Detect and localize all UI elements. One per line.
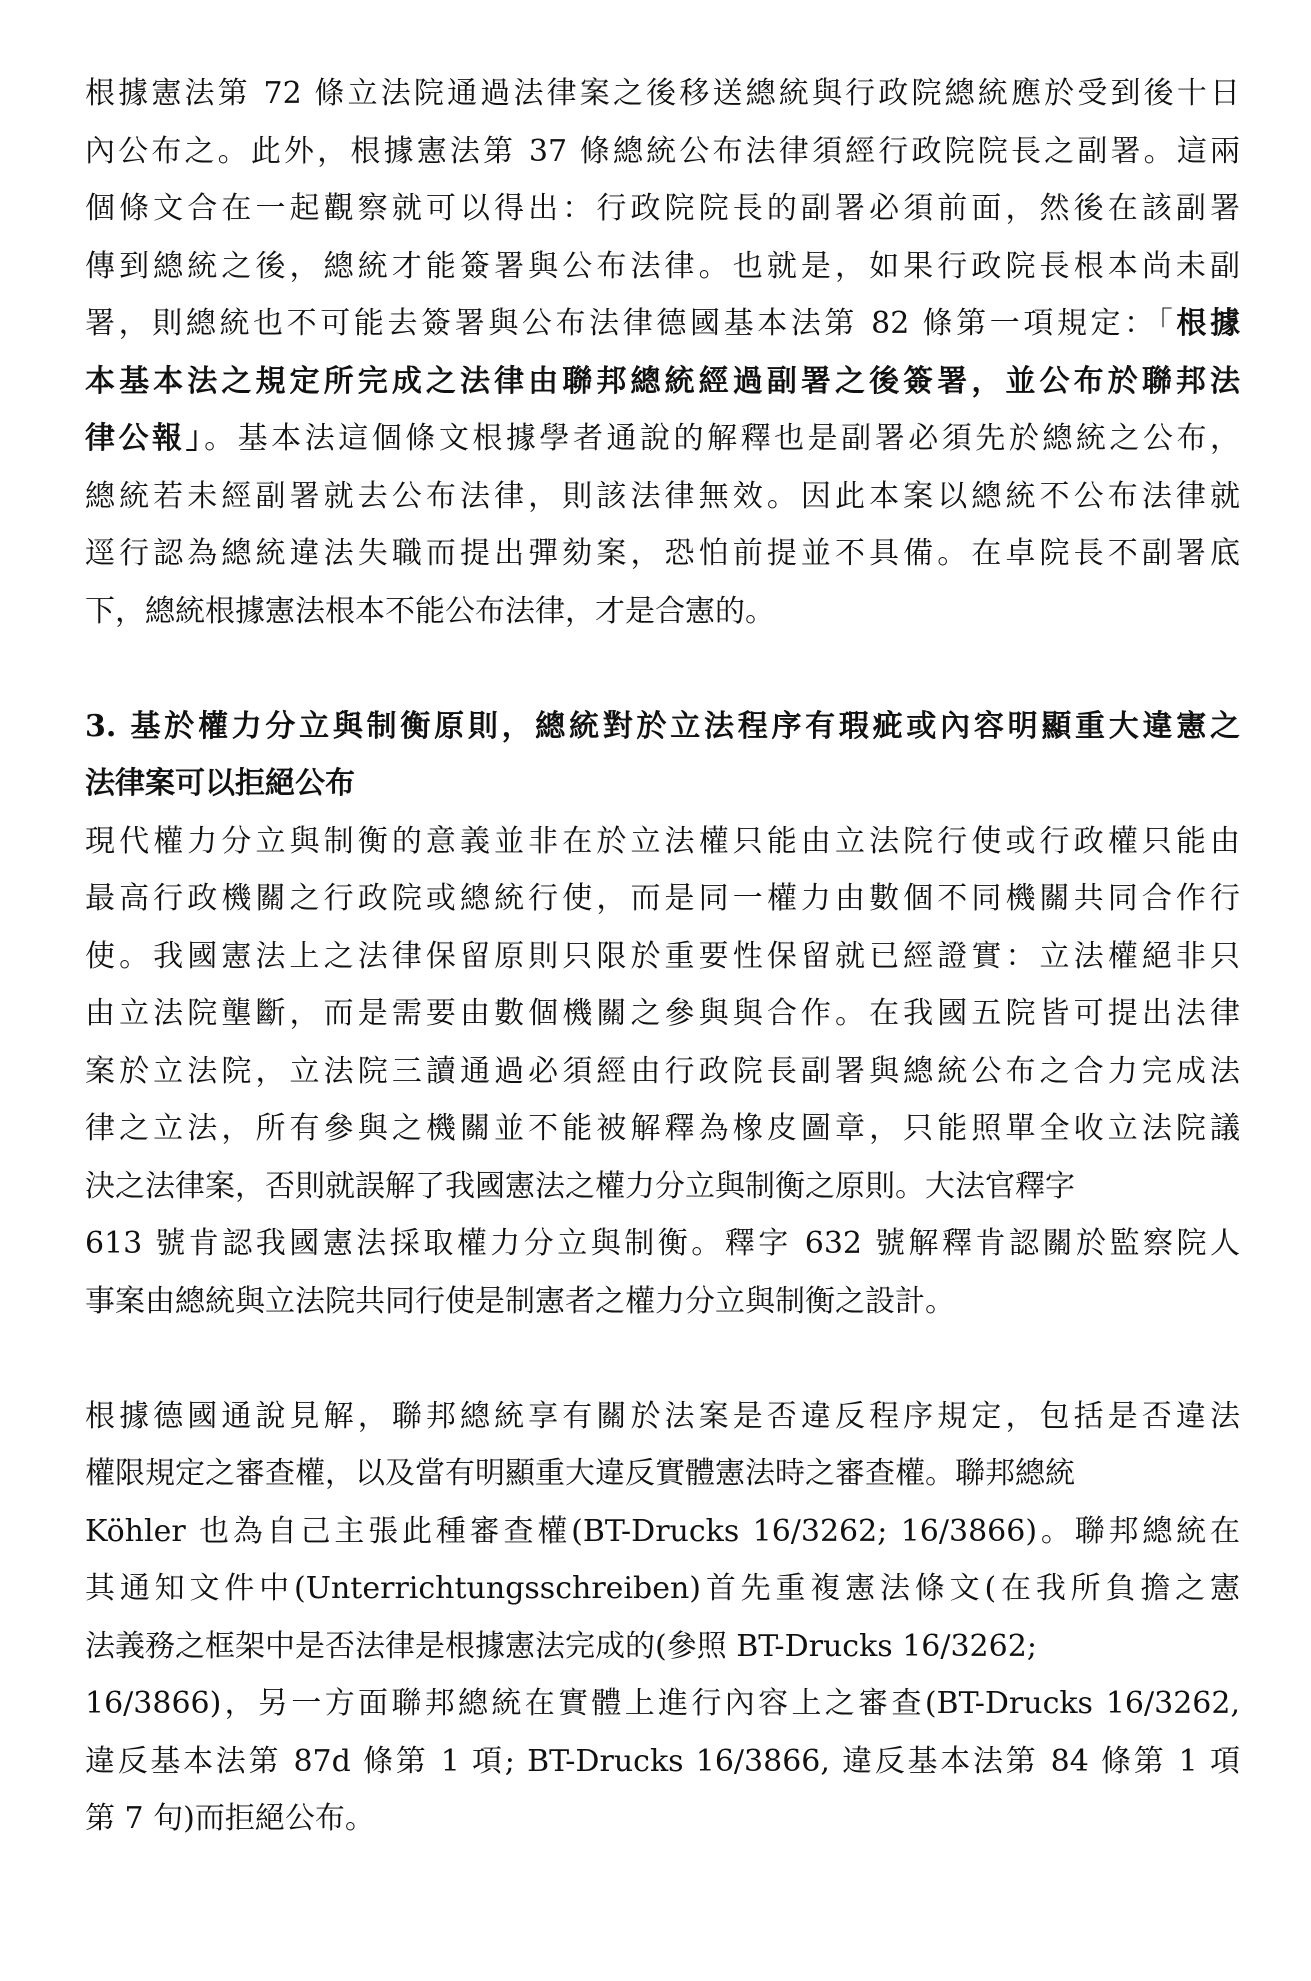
text-line xyxy=(85,468,1240,526)
paragraph-spacer xyxy=(85,1330,1240,1388)
text-line xyxy=(85,1043,1240,1101)
text-line xyxy=(85,870,1240,928)
para-1 xyxy=(85,65,1240,640)
text-segment: 總統若未經副署就去公布法律，則該法律無效。因此本案以總統不公布法律就 xyxy=(85,478,1240,514)
text-segment: 傳到總統之後，總統才能簽署與公布法律。也就是，如果行政院長根本尚未副 xyxy=(85,248,1240,284)
text-line xyxy=(85,410,1240,468)
text-line xyxy=(85,985,1240,1043)
text-segment: 內公布之。此外，根據憲法第 37 條總統公布法律須經行政院院長之副署。這兩 xyxy=(85,133,1240,169)
text-segment: 第 7 句)而拒絕公布。 xyxy=(85,1801,375,1836)
text-line xyxy=(85,1158,1240,1216)
text-line xyxy=(85,1445,1240,1503)
text-line xyxy=(85,180,1240,238)
text-segment: 律之立法，所有參與之機關並不能被解釋為橡皮圖章，只能照單全收立法院議 xyxy=(85,1111,1240,1146)
text-segment: Köhler 也為自己主張此種審查權(BT-Drucks 16/3262; 16/3866)。聯邦總統在 xyxy=(85,1513,1240,1549)
text-segment: 決之法律案，否則就誤解了我國憲法之權力分立與制衡之原則。大法官釋字 xyxy=(85,1168,1075,1204)
text-segment: 法律案可以拒絕公布 xyxy=(85,766,355,801)
text-segment: 署，則總統也不可能去簽署與公布法律德國基本法第 82 條第一項規定：「 xyxy=(85,306,1177,341)
document-page xyxy=(85,65,1240,1848)
bold-quote-text: 律公報」 xyxy=(85,421,205,456)
text-segment: 違反基本法第 87d 條第 1 項; BT-Drucks 16/3866, 違反基本法第 84 條第 1 項 xyxy=(85,1743,1240,1779)
text-segment: 。基本法這個條文根據學者通說的解釋也是副署必須先於總統之公布， xyxy=(204,421,1241,456)
text-segment: 案於立法院，立法院三讀通過必須經由行政院長副署與總統公布之合力完成法 xyxy=(85,1053,1240,1089)
text-line xyxy=(85,1503,1240,1561)
text-segment: 最高行政機關之行政院或總統行使，而是同一權力由數個不同機關共同合作行 xyxy=(85,881,1240,916)
text-line xyxy=(85,1560,1240,1618)
text-line xyxy=(85,65,1240,123)
text-line xyxy=(85,295,1240,353)
text-line xyxy=(85,238,1240,296)
text-line xyxy=(85,1790,1240,1848)
text-segment: 使。我國憲法上之法律保留原則只限於重要性保留就已經證實：立法權絕非只 xyxy=(85,938,1240,974)
heading-line xyxy=(85,755,1240,813)
text-line xyxy=(85,928,1240,986)
bold-quote-text: 本基本法之規定所完成之法律由聯邦總統經過副署之後簽署，並公布於聯邦法 xyxy=(85,363,1240,399)
text-segment: 其通知文件中(Unterrichtungsschreiben)首先重複憲法條文(在我所負擔之憲 xyxy=(85,1571,1240,1606)
text-segment: 權限規定之審查權，以及當有明顯重大違反實體憲法時之審查權。聯邦總統 xyxy=(85,1456,1075,1491)
text-segment: 3. 基於權力分立與制衡原則，總統對於立法程序有瑕疵或內容明顯重大違憲之 xyxy=(85,708,1240,744)
text-segment: 由立法院壟斷，而是需要由數個機關之參與與合作。在我國五院皆可提出法律 xyxy=(85,996,1240,1031)
text-segment: 法義務之框架中是否法律是根據憲法完成的(參照 BT-Drucks 16/3262; xyxy=(85,1628,1037,1664)
bold-quote-text: 根據 xyxy=(1176,306,1241,341)
text-segment: 根據德國通說見解，聯邦總統享有關於法案是否違反程序規定，包括是否違法 xyxy=(85,1398,1240,1434)
text-line xyxy=(85,1388,1240,1446)
text-segment: 613 號肯認我國憲法採取權力分立與制衡。釋字 632 號解釋肯認關於監察院人 xyxy=(85,1226,1240,1261)
text-line xyxy=(85,813,1240,871)
text-segment: 下，總統根據憲法根本不能公布法律，才是合憲的。 xyxy=(85,593,775,629)
section-3-heading xyxy=(85,698,1240,813)
paragraph-spacer xyxy=(85,640,1240,698)
text-line xyxy=(85,1100,1240,1158)
text-line xyxy=(85,1733,1240,1791)
text-line xyxy=(85,1618,1240,1676)
text-segment: 逕行認為總統違法失職而提出彈劾案，恐怕前提並不具備。在卓院長不副署底 xyxy=(85,536,1240,571)
text-line xyxy=(85,1273,1240,1331)
text-segment: 根據憲法第 72 條立法院通過法律案之後移送總統與行政院總統應於受到後十日 xyxy=(85,76,1240,111)
text-segment: 個條文合在一起觀察就可以得出：行政院院長的副署必須前面，然後在該副署 xyxy=(85,191,1240,226)
text-line xyxy=(85,525,1240,583)
para-3 xyxy=(85,1388,1240,1848)
text-line xyxy=(85,583,1240,641)
text-line xyxy=(85,1215,1240,1273)
text-line xyxy=(85,123,1240,181)
text-segment: 16/3866)，另一方面聯邦總統在實體上進行內容上之審查(BT-Drucks 16/3262, xyxy=(85,1686,1240,1721)
text-segment: 現代權力分立與制衡的意義並非在於立法權只能由立法院行使或行政權只能由 xyxy=(85,823,1240,859)
heading-line xyxy=(85,698,1240,756)
text-segment: 事案由總統與立法院共同行使是制憲者之權力分立與制衡之設計。 xyxy=(85,1283,955,1319)
text-line xyxy=(85,353,1240,411)
para-2 xyxy=(85,813,1240,1331)
text-line xyxy=(85,1675,1240,1733)
